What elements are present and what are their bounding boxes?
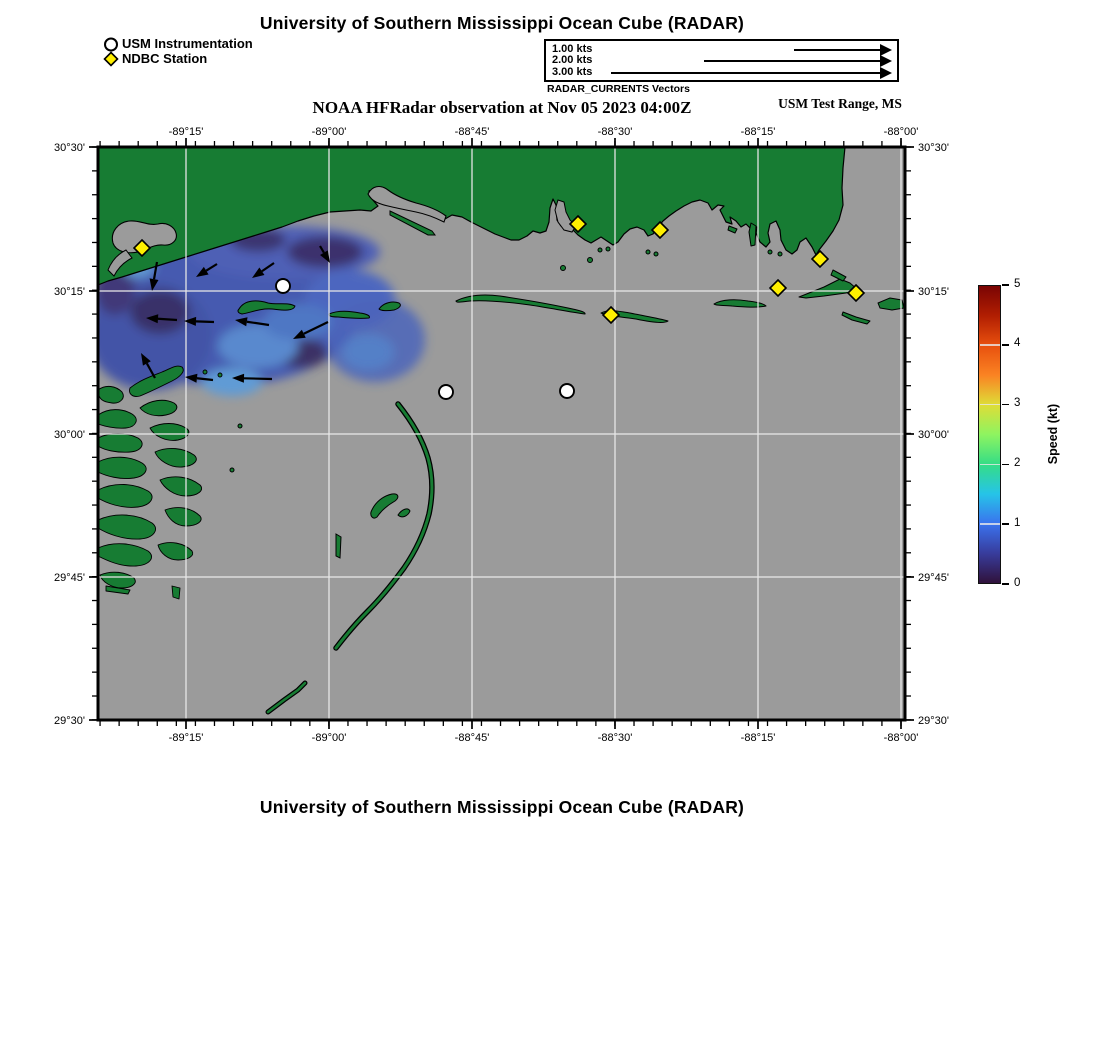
x-axis-label-bottom: -88°00': [883, 732, 919, 744]
scale-entry-label: 1.00 kts: [552, 42, 593, 55]
test-range-label: USM Test Range, MS: [778, 96, 902, 111]
colorbar-title: Speed (kt): [1046, 403, 1060, 465]
colorbar-tick-label: 5: [1014, 277, 1021, 290]
current-vector-shaft: [244, 378, 272, 379]
x-axis-label-top: -88°00': [883, 126, 919, 138]
colorbar-tick: [1002, 583, 1009, 585]
y-axis-label-left: 30°00': [54, 429, 85, 441]
legend-usm-label: USM Instrumentation: [122, 36, 253, 51]
colorbar-gridline: [980, 523, 1000, 525]
x-axis-label-bottom: -88°15': [740, 732, 776, 744]
y-axis-label-left: 29°30': [54, 715, 85, 727]
footer-title: University of Southern Mississippi Ocean Cube (RADAR): [259, 797, 745, 817]
colorbar-gridline: [980, 404, 1000, 406]
islet-vertical: [749, 223, 756, 246]
legend-ndbc-label: NDBC Station: [122, 51, 208, 66]
x-axis-label-top: -89°15': [168, 126, 204, 138]
observation-subtitle: NOAA HFRadar observation at Nov 05 2023 04:00Z: [312, 98, 692, 117]
x-axis-label-top: -89°00': [311, 126, 347, 138]
colorbar-gridline: [980, 344, 1000, 346]
colorbar-tick: [1002, 284, 1009, 286]
y-axis-label-right: 29°30': [918, 715, 949, 727]
colorbar-tick: [1002, 464, 1009, 466]
usm-instrumentation-marker: [439, 385, 453, 399]
y-axis-label-right: 30°00': [918, 429, 949, 441]
x-axis-label-bottom: -88°30': [597, 732, 633, 744]
x-axis-label-top: -88°15': [740, 126, 776, 138]
y-axis-label-left: 29°45': [54, 572, 85, 584]
scale-entry-label: 3.00 kts: [552, 65, 593, 78]
x-axis-label-top: -88°45': [454, 126, 490, 138]
colorbar-gradient: [978, 285, 1001, 584]
x-axis-label-bottom: -89°15': [168, 732, 204, 744]
colorbar-tick-label: 0: [1014, 576, 1021, 589]
colorbar-tick: [1002, 344, 1009, 346]
colorbar-tick-label: 2: [1014, 456, 1021, 469]
y-axis-label-right: 29°45': [918, 572, 949, 584]
x-axis-label-bottom: -88°45': [454, 732, 490, 744]
x-axis-label-bottom: -89°00': [311, 732, 347, 744]
y-axis-label-right: 30°30': [918, 142, 949, 154]
y-axis-label-left: 30°30': [54, 142, 85, 154]
usm-instrumentation-marker: [276, 279, 290, 293]
page-title: University of Southern Mississippi Ocean Cube (RADAR): [259, 13, 745, 33]
vector-scale-caption: RADAR_CURRENTS Vectors: [547, 83, 690, 95]
y-axis-label-left: 30°15': [54, 286, 85, 298]
colorbar-tick: [1002, 523, 1009, 525]
usm-instrumentation-marker: [560, 384, 574, 398]
scale-entry-label: 2.00 kts: [552, 54, 593, 66]
colorbar-gridline: [980, 464, 1000, 466]
x-axis-label-top: -88°30': [597, 126, 633, 138]
colorbar-tick: [1002, 404, 1009, 406]
colorbar-tick-label: 1: [1014, 516, 1021, 529]
colorbar-tick-label: 3: [1014, 397, 1021, 410]
y-axis-label-right: 30°15': [918, 286, 949, 298]
current-vector-shaft: [158, 319, 177, 320]
colorbar-tick-label: 4: [1014, 337, 1021, 350]
current-vector-shaft: [196, 321, 214, 322]
